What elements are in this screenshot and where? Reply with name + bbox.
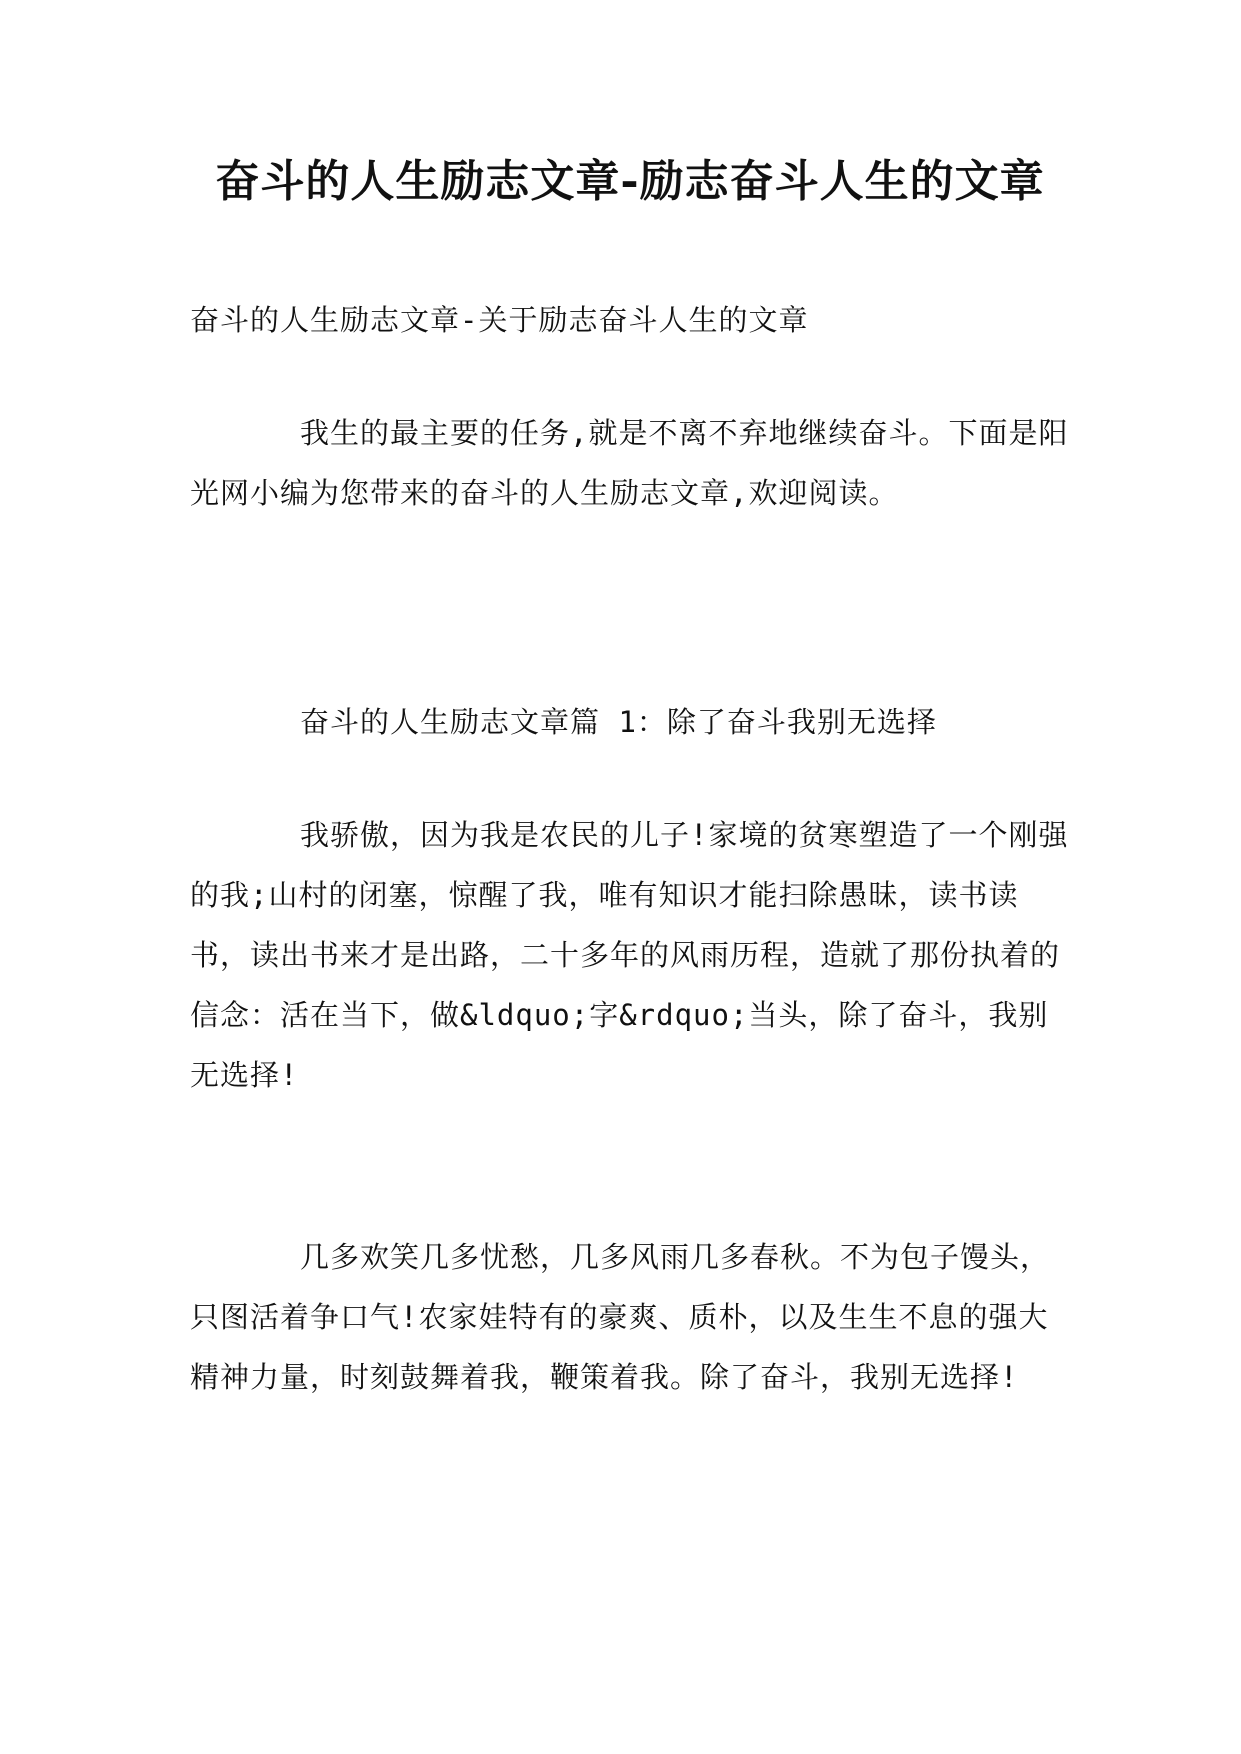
- body-paragraph-2: 几多欢笑几多忧愁，几多风雨几多春秋。不为包子馒头，只图活着争口气!农家娃特有的豪爽、质朴，以及生生不息的强大精神力量，时刻鼓舞着我，鞭策着我。除了奋斗，我别无选择!: [190, 1240, 1051, 1394]
- body-paragraph-1: 我骄傲，因为我是农民的儿子!家境的贫寒塑造了一个刚强的我;山村的闭塞，惊醒了我，唯有知识才能扫除愚昧，读书读书，读出书来才是出路，二十多年的风雨历程，造就了那份执着的信念：活在当下，做&ldquo;字&rdquo;当头，除了奋斗，我别无选择!: [190, 818, 1069, 1092]
- intro-paragraph: 我生的最主要的任务,就是不离不弃地继续奋斗。下面是阳光网小编为您带来的奋斗的人生励志文章,欢迎阅读。: [190, 416, 1069, 510]
- document-title: 奋斗的人生励志文章-励志奋斗人生的文章: [215, 156, 1045, 207]
- section-heading: 奋斗的人生励志文章篇 1：除了奋斗我别无选择: [300, 705, 937, 739]
- document-subtitle: 奋斗的人生励志文章-关于励志奋斗人生的文章: [190, 303, 809, 337]
